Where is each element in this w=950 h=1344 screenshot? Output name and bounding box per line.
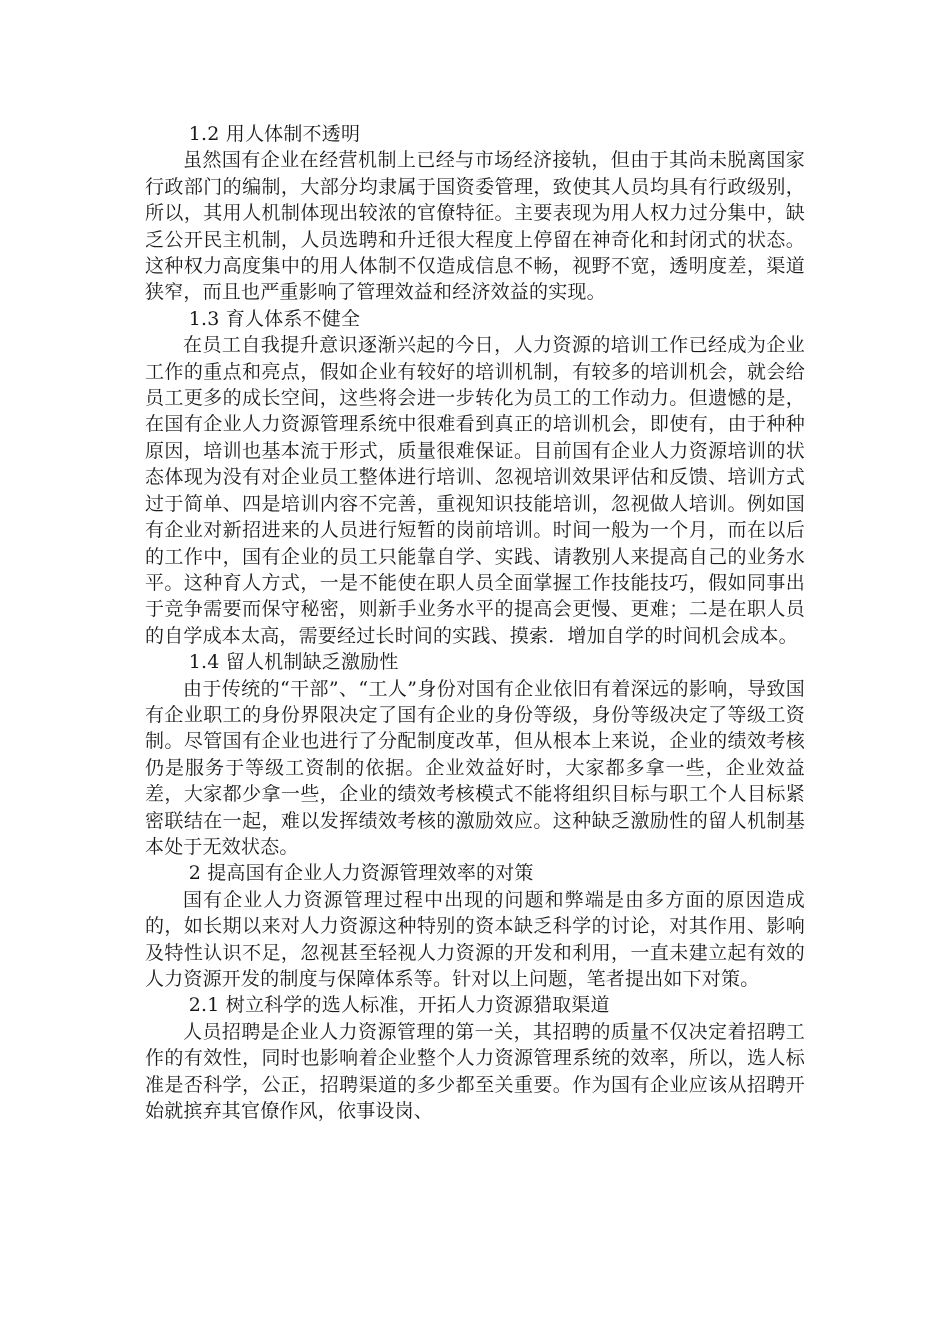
document-page [145, 121, 805, 1124]
paragraph-2-1: 人员招聘是企业人力资源管理的第一关，其招聘的质量不仅决定着招聘工作的有效性，同时也影响着企业整个人力资源管理系统的效率，所以，选人标准是否科学，公正，招聘渠道的多少都至关重要。作为国有企业应该从招聘开始就摈弃其官僚作风，依事设岗、 [145, 1020, 805, 1123]
section-heading-1-4: 1.4 留人机制缺乏激励性 [188, 651, 399, 674]
section-heading-1-2: 1.2 用人体制不透明 [188, 123, 361, 145]
paragraph-2: 国有企业人力资源管理过程中出现的问题和弊端是由多方面的原因造成的，如长期以来对人力资源这种特别的资本缺乏科学的讨论，对其作用、影响及特性认识不足，忽视甚至轻视人力资源的开发和利用，一直未建立起有效的人力资源开发的制度与保障体系等。针对以上问题，笔者提出如下对策。 [145, 888, 805, 990]
paragraph-1-2: 虽然国有企业在经营机制上已经与市场经济接轨，但由于其尚未脱离国家行政部门的编制，大部分均隶属于国资委管理，致使其人员均具有行政级别，所以，其用人机制体现出较浓的官僚特征。主要表现为用人权力过分集中，缺乏公开民主机制，人员选聘和升迁很大程度上停留在神奇化和封闭式的状态。这种权力高度集中的用人体制不仅造成信息不畅，视野不宽，透明度差，渠道狭窄，而且也严重影响了管理效益和经济效益的实现。 [145, 149, 805, 304]
section-heading-1-3: 1.3 育人体系不健全 [188, 307, 361, 330]
section-heading-2-1: 2.1 树立科学的选人标准，开拓人力资源猎取渠道 [188, 994, 610, 1017]
section-heading-2: 2 提高国有企业人力资源管理效率的对策 [188, 862, 534, 885]
paragraph-1-3: 在员工自我提升意识逐渐兴起的今日，人力资源的培训工作已经成为企业工作的重点和亮点，假如企业有较好的培训机制，有较多的培训机会，就会给员工更多的成长空间，这些将会进一步转化为员工的工作动力。但遗憾的是，在国有企业人力资源管理系统中很难看到真正的培训机会，即使有，由于种种原因，培训也基本流于形式，质量很难保证。目前国有企业人力资源培训的状态体现为没有对企业员工整体进行培训、忽视培训效果评估和反馈、培训方式过于简单、四是培训内容不完善，重视知识技能培训，忽视做人培训。例如国有企业对新招进来的人员进行短暂的岗前培训。时间一般为一个月，而在以后的工作中，国有企业的员工只能靠自学、实践、请教别人来提高自己的业务水平。这种育人方式，一是不能使在职人员全面掌握工作技能技巧，假如同事出于竞争需要而保守秘密，则新手业务水平的提高会更慢、更难；二是在职人员的自学成本太高，需要经过长时间的实践、摸索．增加自学的时间机会成本。 [145, 334, 805, 647]
paragraph-1-4: 由于传统的“干部”、“工人”身份对国有企业依旧有着深远的影响，导致国有企业职工的身份界限决定了国有企业的身份等级，身份等级决定了等级工资制。尽管国有企业也进行了分配制度改革，但从根本上来说，企业的绩效考核仍是服务于等级工资制的依据。企业效益好时，大家都多拿一些，企业效益差，大家都少拿一些，企业的绩效考核模式不能将组织目标与职工个人目标紧密联结在一起，难以发挥绩效考核的激励效应。这种缺乏激励性的留人机制基本处于无效状态。 [145, 677, 805, 858]
